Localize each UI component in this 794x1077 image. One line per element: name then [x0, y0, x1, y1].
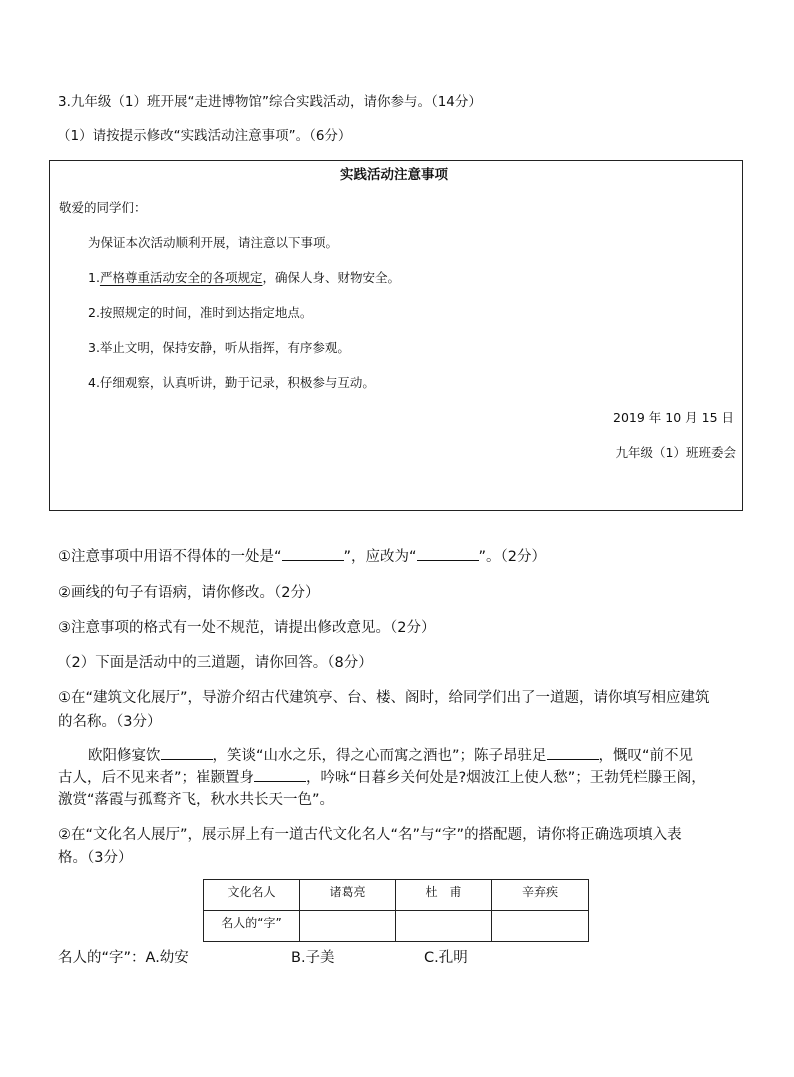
- option-a: A.幼安: [145, 950, 189, 966]
- poem-line-3: 激赏“落霞与孤鹜齐飞，秋水共长天一色”。: [58, 792, 335, 808]
- q1-text-c: ”。（2分）: [478, 549, 547, 565]
- name-match-table: [203, 879, 589, 942]
- subquestion-1: [58, 545, 546, 566]
- problem-2-line-1: ②在“文化名人展厅”，展示屏上有一道古代文化名人“名”与“字”的搭配题，请你将正确选项填入表: [58, 827, 682, 843]
- poem-text-c: ，慨叹“前不见: [598, 748, 694, 764]
- notice-item-1-prefix: 1.: [88, 270, 100, 285]
- problem-2-line-2: 格。（3分）: [58, 850, 133, 866]
- table-header-cell: 诸葛亮: [300, 880, 396, 911]
- notice-item-3: 3.举止文明，保持安静，听从指挥，有序参观。: [88, 340, 350, 355]
- answer-cell[interactable]: [492, 911, 589, 942]
- table-row-label: 名人的“字”: [204, 911, 300, 942]
- answer-blank[interactable]: [547, 747, 599, 760]
- poem-line-1: [88, 744, 693, 765]
- notice-greeting: 敬爱的同学们：: [59, 200, 147, 215]
- subquestion-2: ②画线的句子有语病，请你修改。（2分）: [58, 585, 320, 601]
- options-line: [58, 946, 189, 967]
- poem-text-d: 古人，后不见来者”；崔颢置身: [58, 770, 255, 786]
- poem-text-e: ，吟咏“日暮乡关何处是?烟波江上使人愁”；王勃凭栏滕王阁，: [306, 770, 706, 786]
- answer-blank[interactable]: [254, 769, 306, 782]
- q1-text-b: ”，应改为“: [343, 549, 417, 565]
- table-header-cell: 杜 甫: [396, 880, 492, 911]
- table-header-cell: 辛弃疾: [492, 880, 589, 911]
- notice-title: 实践活动注意事项: [340, 167, 448, 183]
- table-header-cell: 文化名人: [204, 880, 300, 911]
- poem-line-2: [58, 766, 706, 787]
- notice-date: 2019 年 10 月 15 日: [613, 410, 734, 425]
- subquestion-3: ③注意事项的格式有一处不规范，请提出修改意见。（2分）: [58, 620, 436, 636]
- part2-instruction: （2）下面是活动中的三道题，请你回答。（8分）: [57, 655, 373, 671]
- option-c: C.孔明: [424, 950, 468, 966]
- notice-item-4: 4.仔细观察，认真听讲，勤于记录，积极参与互动。: [88, 375, 375, 390]
- answer-cell[interactable]: [300, 911, 396, 942]
- option-b: B.子美: [291, 950, 335, 966]
- part1-instruction: （1）请按提示修改“实践活动注意事项”。（6分）: [57, 128, 352, 144]
- poem-text-b: ，笑谈“山水之乐，得之心而寓之酒也”；陈子昂驻足: [212, 748, 547, 764]
- question-heading: 3.九年级（1）班开展“走进博物馆”综合实践活动，请你参与。（14分）: [58, 94, 482, 110]
- problem-1-line-2: 的名称。（3分）: [58, 714, 162, 730]
- answer-cell[interactable]: [396, 911, 492, 942]
- poem-text-a: 欧阳修宴饮: [88, 748, 161, 764]
- problem-1-line-1: ①在“建筑文化展厅”，导游介绍古代建筑亭、台、楼、阁时，给同学们出了一道题，请你填写相应建筑: [58, 690, 710, 706]
- table-row: [204, 880, 589, 911]
- notice-item-2: 2.按照规定的时间，准时到达指定地点。: [88, 305, 313, 320]
- notice-signer: 九年级（1）班班委会: [615, 445, 736, 460]
- underlined-sentence: 严格尊重活动安全的各项规定: [99, 270, 263, 285]
- answer-blank[interactable]: [282, 548, 344, 561]
- table-row: [204, 911, 589, 942]
- q1-text-a: ①注意事项中用语不得体的一处是“: [58, 549, 282, 565]
- notice-item-1: [88, 268, 400, 286]
- answer-blank[interactable]: [417, 548, 479, 561]
- answer-blank[interactable]: [161, 747, 213, 760]
- notice-intro: 为保证本次活动顺利开展，请注意以下事项。: [88, 235, 339, 250]
- notice-item-1-suffix: ，确保人身、财物安全。: [262, 270, 400, 285]
- options-label: 名人的“字”：: [58, 950, 146, 966]
